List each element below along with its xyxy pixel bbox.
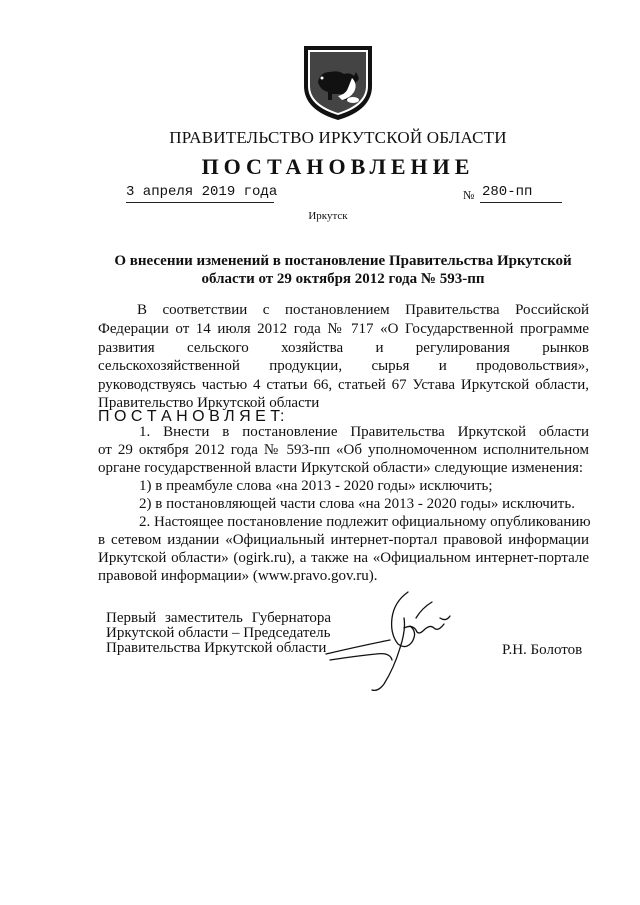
body-line: руководствуясь частью 4 статьи 66, статьей 67 Устава Иркутской области, (98, 377, 589, 393)
number-underline (480, 202, 562, 203)
body-line: Иркутской области» (ogirk.ru), а также на «Официальном интернет-портале (98, 550, 589, 566)
title-line: области от 29 октября 2012 года № 593-пп (201, 271, 485, 287)
handwritten-signature-icon (320, 588, 460, 698)
body-line: развития сельского хозяйства и регулирования рынков (98, 340, 589, 356)
signer-title-line: Правительства Иркутской области (106, 640, 327, 656)
document-number: 280-пп (482, 184, 533, 200)
body-line: от 29 октября 2012 года № 593-пп «Об уполномоченном исполнительном (98, 442, 589, 458)
body-line: 1) в преамбуле слова «на 2013 - 2020 годы» исключить; (139, 478, 493, 494)
body-line: 2. Настоящее постановление подлежит официальному опубликованию (139, 514, 591, 530)
body-line: 1. Внести в постановление Правительства Иркутской области (139, 424, 589, 440)
date-underline (126, 202, 274, 203)
number-sign: № (463, 188, 475, 202)
signer-title-line: Иркутской области – Председатель (106, 625, 331, 641)
signer-title (106, 611, 331, 656)
body-line: органе государственной власти Иркутской области» следующие изменения: (98, 460, 584, 476)
body-line: В соответствии с постановлением Правительства Российской (137, 302, 589, 318)
body-line: в сетевом издании «Официальный интернет-портал правовой информации (98, 532, 589, 548)
document-type: ПОСТАНОВЛЕНИЕ (201, 154, 475, 179)
document-title (110, 252, 576, 288)
body-line: Правительство Иркутской области (98, 395, 320, 411)
body-line: сельскохозяйственной продукции, сырья и продовольствия», (98, 358, 589, 374)
signer-title-line: Первый заместитель Губернатора (106, 610, 331, 626)
signer-name: Р.Н. Болотов (502, 642, 583, 658)
title-line: О внесении изменений в постановление Правительства Иркутской (114, 253, 572, 269)
city-name: Иркутск (308, 210, 348, 222)
coat-of-arms-icon (298, 42, 378, 122)
resolution-keyword: П О С Т А Н О В Л Я Е Т: (98, 408, 285, 425)
authority-name: ПРАВИТЕЛЬСТВО ИРКУТСКОЙ ОБЛАСТИ (169, 128, 507, 147)
document-date: 3 апреля 2019 года (126, 184, 278, 200)
body-line: Федерации от 14 июля 2012 года № 717 «О Государственной программе (98, 321, 589, 337)
body-line: 2) в постановляющей части слова «на 2013 - 2020 годы» исключить. (139, 496, 575, 512)
body-line: правовой информации» (www.pravo.gov.ru). (98, 568, 378, 584)
